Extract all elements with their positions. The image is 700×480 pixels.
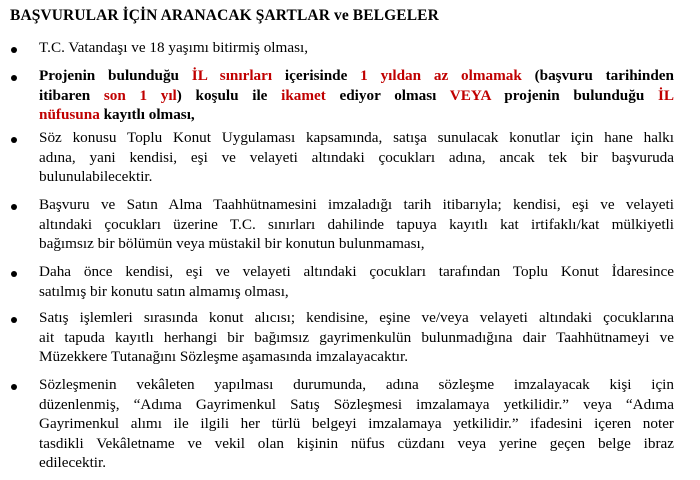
text-line: satılmış bir konutu satın almamış olması,	[39, 282, 289, 300]
bullet-icon	[11, 75, 17, 81]
text-segment: ) koşulu ile	[176, 86, 282, 104]
text-line: Sözleşmenin vekâleten yapılması durumunda, adına sözleşme imzalayacak kişi için	[39, 376, 674, 393]
text-segment: Projenin bulunduğu	[39, 67, 192, 84]
highlight-text: VEYA	[449, 86, 491, 104]
highlight-text: son 1 yıl	[103, 86, 177, 104]
text-line: tasdikli Vekâletname ve vekil olan kişinin nüfus cüzdanı veya yerine geçen belge ibraz	[39, 434, 674, 452]
text-line: Müzekkere Tutanağını Sözleşme aşamasında imzalayacaktır.	[39, 348, 409, 366]
text-line: adına, yani kendisi, eşi ve velayeti altındaki çocukları adına, ancak tek bir başvuruda	[39, 148, 674, 166]
text-segment: içerisinde	[272, 67, 361, 84]
text-line	[39, 66, 674, 86]
text-line: Satış işlemleri sırasında konut alıcısı; kendisine, eşine ve/veya velayeti altındaki çocuklarına	[39, 309, 674, 326]
highlight-text: İL sınırları	[191, 67, 273, 84]
text-line: Başvuru ve Satın Alma Taahhütnamesini imzaladığı tarih itibarıyla; kendisi, eşi ve velayeti	[39, 196, 674, 213]
text-line: bağımsız bir bölümün veya müstakil bir konutun bulunmaması,	[39, 235, 425, 253]
text-segment: itibaren	[39, 86, 104, 104]
text-line: Gayrimenkul alımı ile ilgili her türlü belgeyi imzalamaya yetkilidir.” ifadesini içeren noter	[39, 415, 674, 433]
text-line	[39, 105, 674, 125]
page-title: BAŞVURULAR İÇİN ARANACAK ŞARTLAR ve BELGELER	[10, 7, 439, 24]
list-item-text	[39, 308, 674, 367]
text-line: altındaki çocukları üzerine T.C. sınırları dahilinde tapuya kayıtlı kat irtifaklı/kat mülkiyetli	[39, 215, 674, 233]
text-segment: (başvuru tarihinden	[521, 67, 674, 84]
list-item-text	[39, 128, 674, 187]
text-segment: projenin bulunduğu	[490, 86, 658, 104]
bullet-icon	[11, 137, 17, 143]
text-line: T.C. Vatandaşı ve 18 yaşımı bitirmiş olması,	[39, 39, 308, 56]
list-item-text	[39, 195, 674, 254]
bullet-icon	[11, 47, 17, 53]
text-line: düzenlenmiş, “Adıma Gayrimenkul Satış Sözleşmesi imzalamaya yetkilidir.” veya “Adıma	[39, 395, 674, 413]
text-line: ait tapuda kayıtlı herhangi bir bağımsız gayrimenkulün bulunmadığına dair Taahhütnameyi ve	[39, 328, 674, 346]
text-line: edilecektir.	[39, 454, 107, 472]
text-line	[39, 86, 674, 106]
text-line: bulunulabilecektir.	[39, 168, 153, 186]
highlight-text: nüfusuna	[39, 106, 100, 124]
bullet-icon	[11, 204, 17, 210]
list-item-text	[39, 38, 674, 58]
list-item-text	[39, 375, 674, 473]
bullet-icon	[11, 317, 17, 323]
highlight-text: ikamet	[281, 86, 326, 104]
list-item-text	[39, 66, 674, 125]
list-item-text	[39, 262, 674, 301]
text-segment: kayıtlı olması,	[99, 106, 195, 124]
text-segment: ediyor olması	[325, 86, 450, 104]
bullet-icon	[11, 271, 17, 277]
bullet-icon	[11, 384, 17, 390]
highlight-text: İL	[657, 86, 675, 104]
text-line: Söz konusu Toplu Konut Uygulaması kapsamında, satışa sunulacak konutlar için hane halkı	[39, 129, 674, 146]
highlight-text: 1 yıldan az olmamak	[360, 67, 522, 84]
text-line: Daha önce kendisi, eşi ve velayeti altındaki çocukları tarafından Toplu Konut İdaresince	[39, 263, 674, 280]
